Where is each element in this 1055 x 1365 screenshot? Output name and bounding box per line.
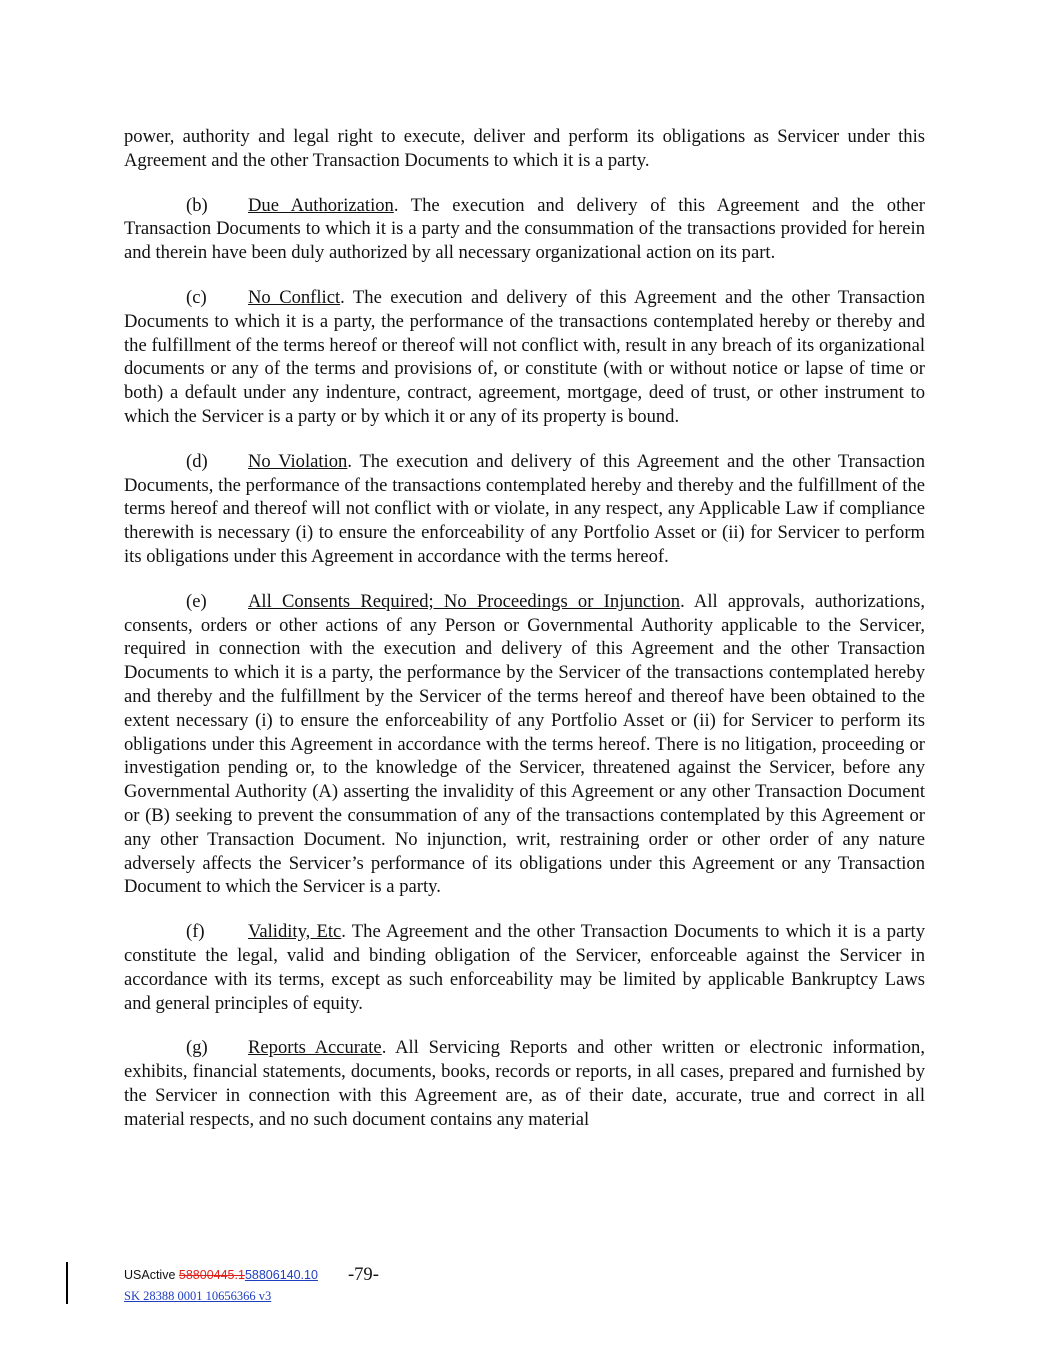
section-label: (g)	[186, 1037, 208, 1059]
paragraph-text: power, authority and legal right to execute, deliver and perform its obligations as Servicer under this Agreement and the other Transaction Documents to which it is a party.	[124, 126, 925, 171]
section-label: (e)	[186, 590, 207, 612]
section-label: (f)	[186, 921, 205, 943]
section-g	[124, 1036, 925, 1131]
section-label: (b)	[186, 194, 208, 216]
section-f	[124, 920, 925, 1015]
section-label: (c)	[186, 286, 207, 308]
section-c	[124, 286, 925, 429]
section-text: . The execution and delivery of this Agreement and the other Transaction Documents, the performance of the transactions contemplated hereby and thereby and the fulfillment of the terms hereof and thereof will not conflict with or violate, in any respect, any Applicable Law if compliance therewith is necessary (i) to ensure the enforceability of any Portfolio Asset or (ii) for Servicer to perform its obligations under this Agreement in accordance with the terms hereof.	[124, 450, 926, 567]
section-text: . All Servicing Reports and other written or electronic information, exhibits, financial statements, documents, books, records or reports, in all cases, prepared and furnished by the Servicer in connection with this Agreement are, as of their date, accurate, true and correct in all material respects, and no such document contains any material	[124, 1037, 925, 1130]
section-b	[124, 194, 925, 265]
footer-inserted-id[interactable]: 58806140.10	[244, 1268, 318, 1282]
footer-doc-id	[124, 1266, 379, 1283]
document-body	[124, 125, 925, 1152]
section-text: . All approvals, authorizations, consents, orders or other actions of any Person or Governmental Authority applicable to the Servicer, required in connection with the execution and delivery of this Agreement and the other Transaction Documents to which it is a party, the performance by the Servicer of the transactions contemplated hereby and thereby and the fulfillment by the Servicer of the terms hereof and thereof have been obtained to the extent necessary (i) to ensure the enforceability of any Portfolio Asset or (ii) for Servicer to perform its obligations under this Agreement in accordance with the terms hereof. There is no litigation, proceeding or investigation pending or, to the knowledge of the Servicer, threatened against the Servicer, before any Governmental Authority (A) asserting the invalidity of this Agreement or any other Transaction Document or (B) seeking to prevent the consummation of any of the transactions contemplated by this Agreement or any other Transaction Document. No injunction, writ, restraining order or other order of any nature adversely affects the Servicer’s performance of its obligations under this Agreement or any Transaction Document to which the Servicer is a party.	[124, 590, 925, 898]
section-title: Reports Accurate	[248, 1037, 382, 1059]
section-title: Due Authorization	[248, 194, 394, 216]
section-e	[124, 590, 925, 899]
change-bar	[66, 1262, 68, 1304]
footer-doc-ref[interactable]: SK 28388 0001 10656366 v3	[124, 1289, 272, 1303]
section-title: No Violation	[248, 450, 348, 472]
paragraph-continuation	[124, 125, 925, 173]
section-title: No Conflict	[248, 286, 341, 308]
section-text: . The Agreement and the other Transaction Documents to which it is a party constitute the legal, valid and binding obligation of the Servicer, enforceable against the Servicer in accordance with its terms, except as such enforceability may be limited by applicable Bankruptcy Laws and general principles of equity.	[124, 921, 925, 1014]
section-title: Validity, Etc	[248, 921, 342, 943]
footer-deleted-id: 58800445.1	[178, 1268, 245, 1282]
section-text: . The execution and delivery of this Agreement and the other Transaction Documents to which it is a party, the performance of the transactions contemplated hereby or thereby and the fulfillment of the terms hereof or thereof will not conflict with, result in any breach of its organizational documents or any of the terms and provisions of, or constitute (with or without notice or lapse of time or both) a default under any indenture, contract, agreement, mortgage, deed of trust, or other instrument to which the Servicer is a party or by which it or any of its property is bound.	[124, 286, 926, 427]
section-title: All Consents Required; No Proceedings or Injunction	[248, 590, 681, 612]
section-text: . The execution and delivery of this Agreement and the other Transaction Documents to which it is a party and the consummation of the transactions provided for herein and therein have been duly authorized by all necessary organizational action on its part.	[124, 194, 925, 264]
section-d	[124, 450, 925, 569]
page-number: -79-	[347, 1264, 379, 1285]
section-label: (d)	[186, 450, 208, 472]
page-footer	[124, 1266, 379, 1305]
footer-prefix: USActive	[124, 1268, 179, 1282]
